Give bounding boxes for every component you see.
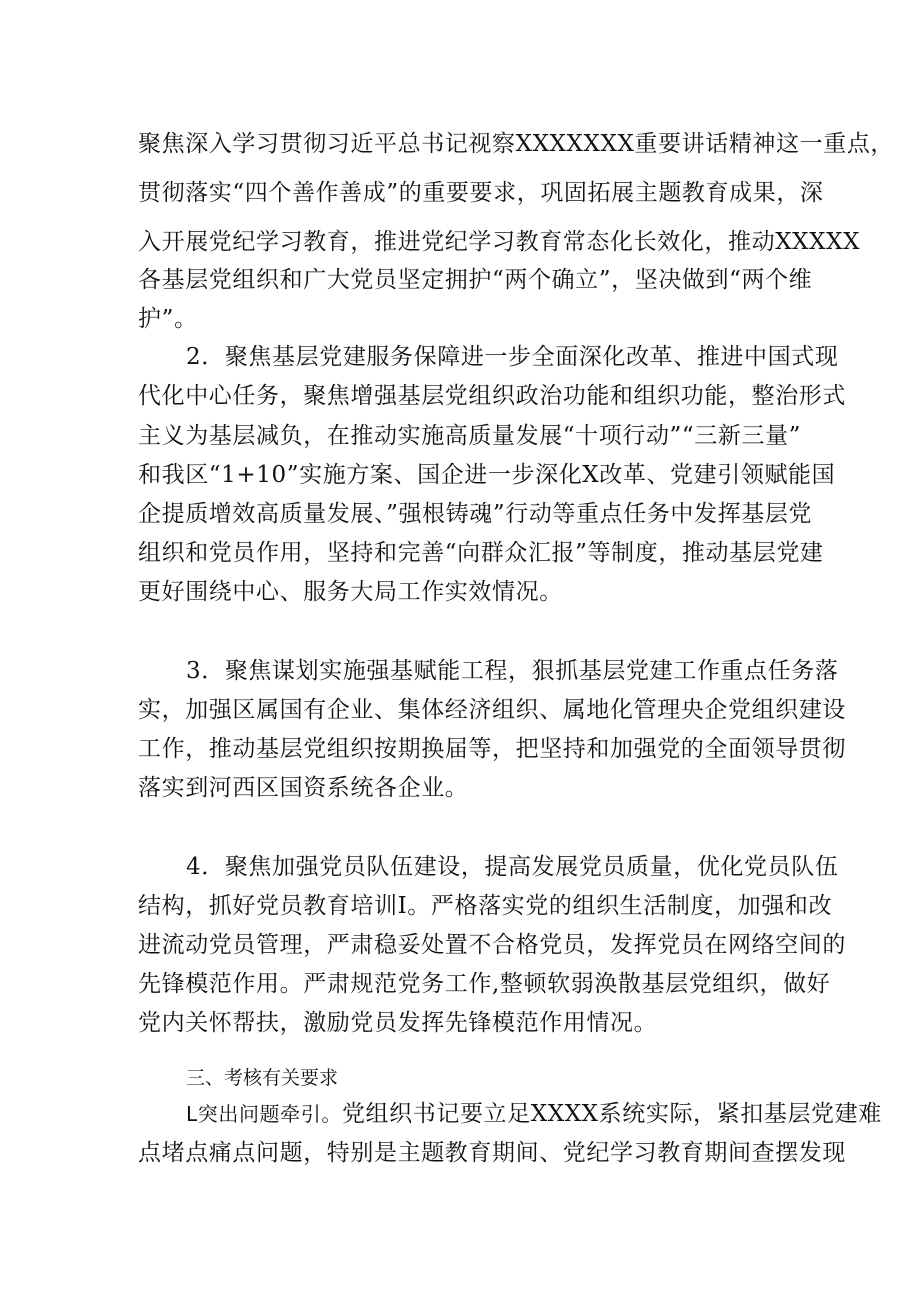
text-line: 更好围绕中心、服务大局工作实效情况。 xyxy=(138,579,563,605)
text-line: 组织和党员作用，坚持和完善“向群众汇报”等制度，推动基层党建 xyxy=(138,540,824,566)
text-line: 结构，抓好党员教育培训I。严格落实党的组织生活制度，加强和改 xyxy=(138,893,833,919)
text-line: 实，加强区属国有企业、集体经济组织、属地化管理央企党组织建设 xyxy=(138,697,846,723)
section-heading: 三、考核有关要求 xyxy=(186,1067,339,1089)
text-line: 2．聚焦基层党建服务保障进一步全面深化改革、推进中国式现 xyxy=(186,344,839,370)
text-line: 进流动党员管理，严肃稳妥处置不合格党员，发挥党员在网络空间的 xyxy=(138,932,846,958)
text-line: 和我区“1+10”实施方案、国企进一步深化X改革、党建引领赋能国 xyxy=(138,462,836,488)
text-line: 4．聚焦加强党员队伍建设，提高发展党员质量，优化党员队伍 xyxy=(186,854,839,880)
text-line: 主义为基层减负，在推动实施高质量发展“十项行动”“三新三量” xyxy=(138,423,802,449)
text-line: 贯彻落实“四个善作善成”的重要要求，巩固拓展主题教育成果，深 xyxy=(138,180,824,206)
text-line: 聚焦深入学习贯彻习近平总书记视察XXXXXXX重要讲话精神这一重点， xyxy=(138,131,895,157)
text-line xyxy=(186,1099,882,1129)
text-line: 各基层党组织和广大党员坚定拥护“两个确立”，坚决做到“两个维 xyxy=(138,267,813,293)
text-line: 代化中心任务，聚焦增强基层党组织政治功能和组织功能，整治形式 xyxy=(138,383,846,409)
text-line: 入开展党纪学习教育，推进党纪学习教育常态化长效化，推动XXXXX xyxy=(138,229,861,255)
text-line: 工作，推动基层党组织按期换届等，把坚持和加强党的全面领导贯彻 xyxy=(138,736,846,762)
paragraph-text: 党组织书记要立足XXXX系统实际，紧扣基层党建难 xyxy=(341,1101,882,1127)
text-line: 3．聚焦谋划实施强基赋能工程，狠抓基层党建工作重点任务落 xyxy=(186,658,839,684)
text-line: 落实到河西区国资系统各企业。 xyxy=(138,775,469,801)
text-line: 企提质增效高质量发展、”强根铸魂”行动等重点任务中发挥基层党 xyxy=(138,501,813,527)
paragraph-lead: L突出问题牵引。 xyxy=(186,1102,342,1126)
text-line: 护”。 xyxy=(138,306,198,332)
text-line: 党内关怀帮扶，激励党员发挥先锋模范作用情况。 xyxy=(138,1010,658,1036)
text-line: 点堵点痛点问题，特别是主题教育期间、党纪学习教育期间查摆发现 xyxy=(138,1140,846,1166)
text-line: 先锋模范作用。严肃规范党务工作,整顿软弱涣散基层党组织，做好 xyxy=(138,971,831,997)
